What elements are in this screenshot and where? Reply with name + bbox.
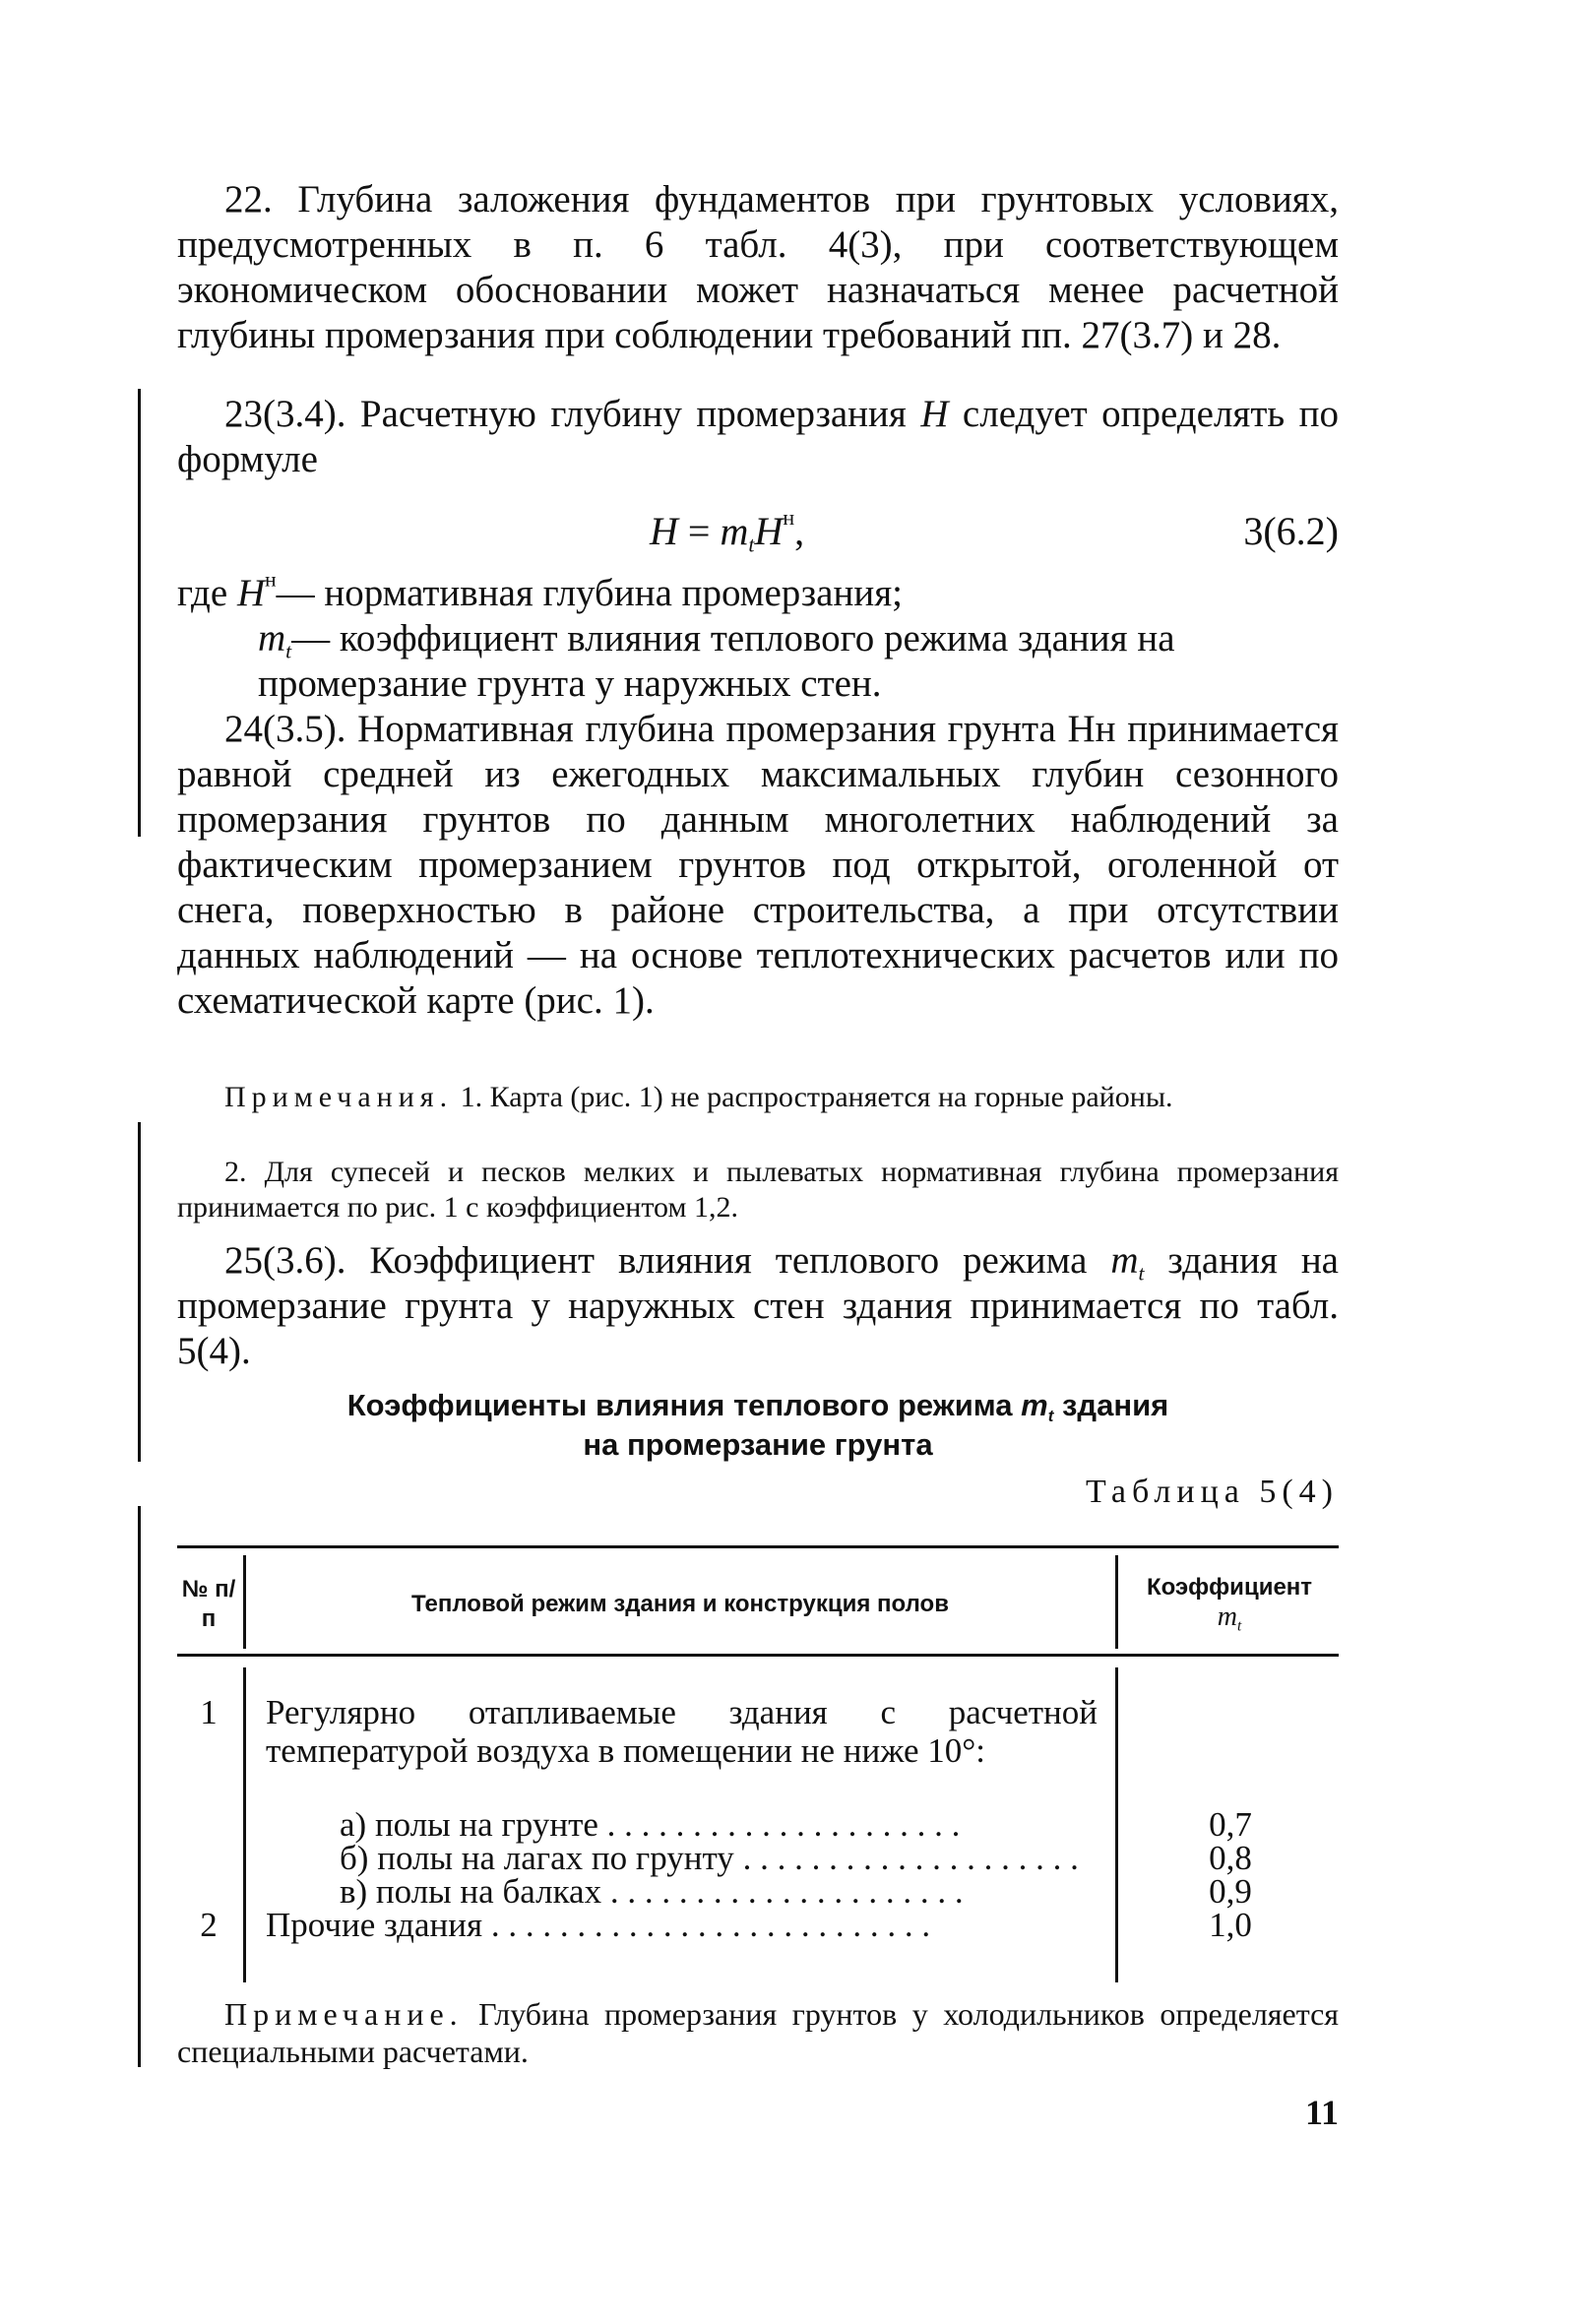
where-word: где xyxy=(177,572,228,614)
note-label: Примечание. xyxy=(224,1996,464,2032)
formula xyxy=(177,505,1339,557)
table-label: Таблица 5(4) xyxy=(1085,1474,1339,1510)
table-top-rule xyxy=(177,1545,1339,1548)
row-text: Регулярно отапливаемые здания с расчетной температурой воздуха в помещении не ниже 10°: xyxy=(266,1693,1098,1770)
paragraph-25: 25(3.6). Коэффициент влияния теплового режима $m_t$ здания на промерзание грунта у наружных стен здания принимается по табл. 5(4). xyxy=(177,1239,1339,1372)
table-header-rule xyxy=(177,1654,1339,1657)
row-num: 1 xyxy=(200,1693,218,1731)
row-num: 2 xyxy=(200,1906,218,1944)
note-text: Глубина промерзания грунтов у холодильников определяется специальными расчетами. xyxy=(177,1996,1340,2069)
table-column-rule xyxy=(1115,1555,1118,1649)
notes-label: Примечания. xyxy=(224,1081,454,1113)
row-sub-label: в) полы на балках . . . . . . . . . . . . . . . . . . . . . xyxy=(340,1872,964,1911)
row-text: Прочие здания . . . . . . . . . . . . . . . . . . . . . . . . . . xyxy=(266,1906,931,1944)
row-value: 0,7 xyxy=(1209,1805,1252,1844)
formula-expression: $H = m_tH^н$, xyxy=(650,505,805,557)
paragraph-22: 22. Глубина заложения фундаментов при грунтовых условиях, предусмотренных в п. 6 табл. 4(3), при соответствующем экономическом обосновании может назначаться менее расчетной глубины промерзания при соблюдении требований пп. 27(3.7) и 28. xyxy=(177,178,1339,356)
row-value: 0,9 xyxy=(1209,1872,1252,1911)
row-sub-label: а) полы на грунте . . . . . . . . . . . . . . . . . . . . . xyxy=(340,1805,961,1844)
row-value: 1,0 xyxy=(1209,1906,1252,1944)
table-column-rule xyxy=(243,1667,246,1982)
formula-number: 3(6.2) xyxy=(1243,509,1339,553)
header-mode: Тепловой режим здания и конструкция полов xyxy=(411,1591,949,1617)
table-note xyxy=(177,1995,1339,2070)
revision-bar xyxy=(138,389,141,837)
revision-bar xyxy=(138,1506,141,2067)
paragraph-24: 24(3.5). Нормативная глубина промерзания грунта Hн принимается равной средней из ежегодных максимальных глубин сезонного промерзания грунтов по данным многолетних наблюдений за фактическим промерзанием грунтов под открытой, оголенной от снега, поверхностью в районе строительства, а при отсутствии данных наблюдений — на основе теплотехнических расчетов или по схематической карте (рис. 1). xyxy=(177,708,1339,1022)
table-column-rule xyxy=(1115,1667,1118,1982)
where-definition-2: $m_t—$ коэффициент влияния теплового режима здания на промерзание грунта у наружных стен. xyxy=(258,617,1175,705)
notes-block xyxy=(177,1080,1339,1115)
revision-bar xyxy=(138,1122,141,1462)
note-1: 1. Карта (рис. 1) не распространяется на горные районы. xyxy=(460,1081,1173,1113)
page-number: 11 xyxy=(1304,2093,1339,2132)
definition-text: — коэффициент влияния теплового режима здания на промерзание грунта у наружных стен. xyxy=(258,617,1175,705)
row-sub-label: б) полы на лагах по грунту . . . . . . . . . . . . . . . . . . . . xyxy=(340,1839,1079,1877)
where-definition-1: где $H^н—$ нормативная глубина промерзания; xyxy=(177,567,904,614)
definition-text: — нормативная глубина промерзания; xyxy=(276,572,904,614)
note-2: 2. Для супесей и песков мелких и пылеватых нормативная глубина промерзания принимается по рис. 1 с коэффициентом 1,2. xyxy=(177,1156,1339,1224)
table-column-rule xyxy=(243,1555,246,1649)
table-title: Коэффициенты влияния теплового режима $m_t$ здания на промерзание грунта xyxy=(346,1388,1169,1462)
row-value: 0,8 xyxy=(1209,1839,1252,1877)
header-coef: Коэффициент $m_t$ xyxy=(1146,1574,1313,1635)
header-num: № п/п xyxy=(181,1576,236,1632)
paragraph-23: 23(3.4). Расчетную глубину промерзания H следует определять по формуле xyxy=(177,393,1339,480)
